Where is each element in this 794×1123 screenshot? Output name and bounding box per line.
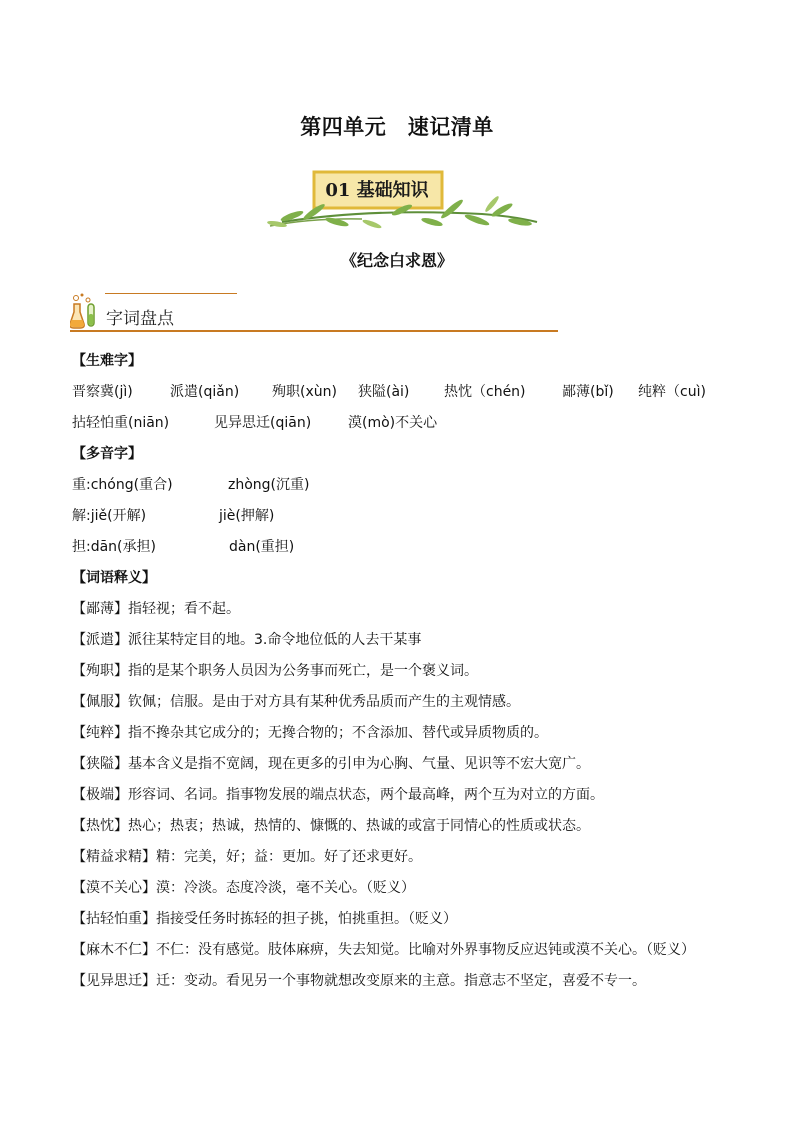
section-banner xyxy=(252,164,542,236)
banner-label: 01 基础知识 xyxy=(325,180,429,201)
polyphonic-reading-a: 担:dān(承担) xyxy=(72,539,156,555)
polyphonic-heading: 【多音字】 xyxy=(72,446,142,462)
polyphonic-reading-a: 重:chóng(重合) xyxy=(72,477,173,493)
rare-char-item: 纯粹（cuì) xyxy=(638,384,706,400)
definition-item: 【精益求精】精：完美，好；益：更加。好了还求更好。 xyxy=(72,849,422,865)
polyphonic-row xyxy=(72,501,736,532)
definition-item: 【见异思迁】迁：变动。看见另一个事物就想改变原来的主意。指意志不坚定，喜爱不专一。 xyxy=(72,973,646,989)
polyphonic-reading-a: 解:jiě(开解) xyxy=(72,508,147,524)
definition-item: 【狭隘】基本含义是指不宽阔，现在更多的引申为心胸、气量、见识等不宏大宽广。 xyxy=(72,756,590,772)
definition-item: 【热忱】热心；热衷；热诚，热情的、慷慨的、热诚的或富于同情心的性质或状态。 xyxy=(72,818,590,834)
flask-icon xyxy=(70,292,100,330)
definition-item: 【纯粹】指不搀杂其它成分的；无搀合物的；不含添加、替代或异质物质的。 xyxy=(72,725,548,741)
content xyxy=(72,346,736,997)
definition-item: 【漠不关心】漠：冷淡。态度冷淡，毫不关心。（贬义） xyxy=(72,880,415,896)
rare-char-item: 热忱（chén) xyxy=(444,384,526,400)
rare-char-item: 晋察冀(jì) xyxy=(72,384,133,400)
definition-item: 【殉职】指的是某个职务人员因为公务事而死亡，是一个褒义词。 xyxy=(72,663,478,679)
rare-char-item: 派遣(qiǎn) xyxy=(170,384,240,400)
text-title: 《纪念白求恩》 xyxy=(340,251,453,270)
section-divider xyxy=(70,330,558,332)
rare-chars-row-1 xyxy=(72,377,736,408)
polyphonic-row xyxy=(72,532,736,563)
section-label: 字词盘点 xyxy=(106,309,174,329)
definition-item: 【派遣】派往某特定目的地。3.命令地位低的人去干某事 xyxy=(72,632,422,648)
polyphonic-row xyxy=(72,470,736,501)
definition-item: 【极端】形容词、名词。指事物发展的端点状态，两个最高峰，两个互为对立的方面。 xyxy=(72,787,604,803)
definition-item: 【拈轻怕重】指接受任务时拣轻的担子挑，怕挑重担。（贬义） xyxy=(72,911,457,927)
page-title: 第四单元 速记清单 xyxy=(300,115,494,139)
rare-char-item: 漠(mò)不关心 xyxy=(348,415,438,431)
polyphonic-reading-b: jiè(押解) xyxy=(219,508,275,524)
rare-chars-row-2 xyxy=(72,408,736,439)
section-header xyxy=(70,292,558,334)
definitions-heading: 【词语释义】 xyxy=(72,570,156,586)
section-divider-top xyxy=(105,293,237,294)
polyphonic-reading-b: zhòng(沉重) xyxy=(228,477,310,493)
definition-item: 【鄙薄】指轻视；看不起。 xyxy=(72,601,240,617)
polyphonic-reading-b: dàn(重担) xyxy=(229,539,295,555)
definition-item: 【佩服】钦佩；信服。是由于对方具有某种优秀品质而产生的主观情感。 xyxy=(72,694,520,710)
definition-item: 【麻木不仁】不仁：没有感觉。肢体麻痹，失去知觉。比喻对外界事物反应迟钝或漠不关心。（贬义） xyxy=(72,942,695,958)
rare-char-item: 鄙薄(bǐ) xyxy=(562,384,614,400)
rare-char-item: 殉职(xùn) xyxy=(272,384,337,400)
rare-char-item: 见异思迁(qiān) xyxy=(214,415,312,431)
rare-char-item: 拈轻怕重(niān) xyxy=(72,415,170,431)
rare-chars-heading: 【生难字】 xyxy=(72,353,142,369)
rare-char-item: 狭隘(ài) xyxy=(358,384,410,400)
